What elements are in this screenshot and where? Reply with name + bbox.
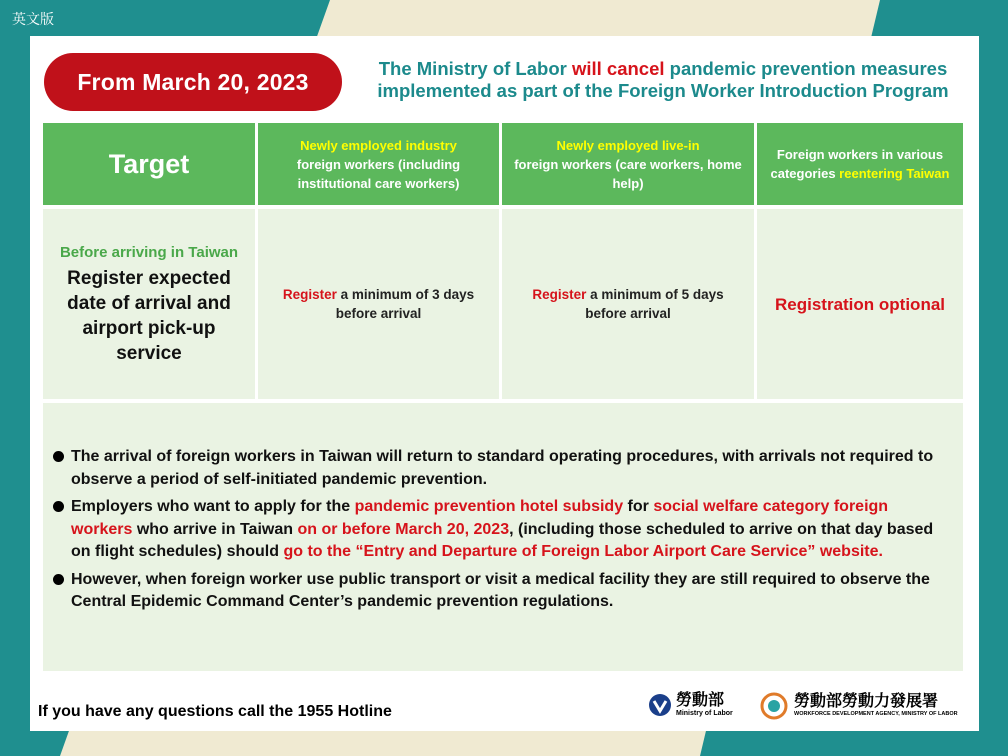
bullet-icon (53, 574, 64, 585)
header-col1-text: foreign workers (including institutional care workers) (296, 156, 461, 191)
notes-panel (43, 403, 963, 671)
header-col-reentering (757, 123, 963, 205)
note-2c: for (623, 498, 654, 515)
row-col1-highlight: Register (282, 287, 337, 302)
row-task-label: Register expected date of arrival and airport pick-up service (67, 267, 231, 364)
effective-date-badge: From March 20, 2023 (44, 53, 342, 111)
headline-highlight: will cancel (571, 58, 665, 79)
headline-part2: pandemic prevention measures implemented as part of the Foreign Worker Introduction Program (377, 58, 949, 101)
row-reentering-cell (757, 209, 963, 399)
ministry-emblem-icon (648, 692, 672, 718)
list-item (53, 496, 953, 564)
corner-language-label: 英文版 (12, 11, 54, 27)
row-live-in-cell (502, 209, 754, 399)
note-3-text: However, when foreign worker use public transport or visit a medical facility they are still required to observe the Central Epidemic Command Center’s pandemic prevention regulations. (71, 570, 930, 610)
row-col1-text: a minimum of 3 days before arrival (335, 287, 475, 321)
note-2h: go to the “Entry and Departure of Foreign Labor Airport Care Service” website. (283, 543, 883, 560)
note-2a: Employers who want to apply for the (71, 498, 355, 515)
note-2e: who arrive in Taiwan (132, 520, 298, 538)
ministry-of-labor-logo (648, 692, 733, 718)
header-col2-text: foreign workers (care workers, home help) (514, 156, 742, 191)
headline-part1: The Ministry of Labor (378, 58, 572, 79)
row-col2-highlight: Register (532, 287, 587, 302)
note-2b: pandemic prevention hotel subsidy (354, 498, 624, 515)
note-1-text: The arrival of foreign workers in Taiwan will return to standard operating procedures, with arrivals not required to observe a period of self-initiated pandemic prevention. (71, 448, 934, 488)
row-col3-text: Registration optional (775, 294, 945, 314)
header-col3-text: Foreign workers in various categories (770, 147, 944, 181)
note-2f: on or before March 20, 2023 (297, 520, 510, 538)
notes-list (53, 446, 953, 619)
hotline-text: If you have any questions call the 1955 Hotline (38, 703, 392, 720)
header-col-industry (258, 123, 499, 205)
list-item (53, 569, 953, 614)
header-col1-highlight: Newly employed industry (300, 137, 457, 153)
page-title (348, 58, 978, 102)
bullet-icon (53, 451, 64, 462)
logo1-cn: 勞動部 (676, 692, 725, 709)
logo2-en: WORKFORCE DEVELOPMENT AGENCY, MINISTRY OF LABOR (794, 711, 958, 717)
note-2g: , (including those scheduled to arrive on that day based on flight schedules) should (71, 520, 934, 560)
logo1-en: Ministry of Labor (676, 710, 733, 717)
note-2d: social welfare category foreign workers (71, 498, 889, 538)
list-item (53, 446, 953, 491)
row-col2-text: a minimum of 5 days before arrival (585, 287, 724, 321)
bullet-icon (53, 501, 64, 512)
logo2-cn: 勞動部勞動力發展署 (794, 693, 939, 710)
header-col3-highlight: reentering Taiwan (839, 166, 950, 181)
agency-emblem-icon (760, 692, 788, 720)
row-industry-cell (258, 209, 499, 399)
header-col-live-in (502, 123, 754, 205)
row-phase-label: Before arriving in Taiwan (59, 243, 239, 261)
workforce-agency-logo (760, 692, 958, 720)
header-target: Target (43, 123, 255, 205)
header-col2-highlight: Newly employed live-in (556, 137, 700, 153)
info-card (30, 36, 979, 731)
row-target-cell (43, 209, 255, 399)
